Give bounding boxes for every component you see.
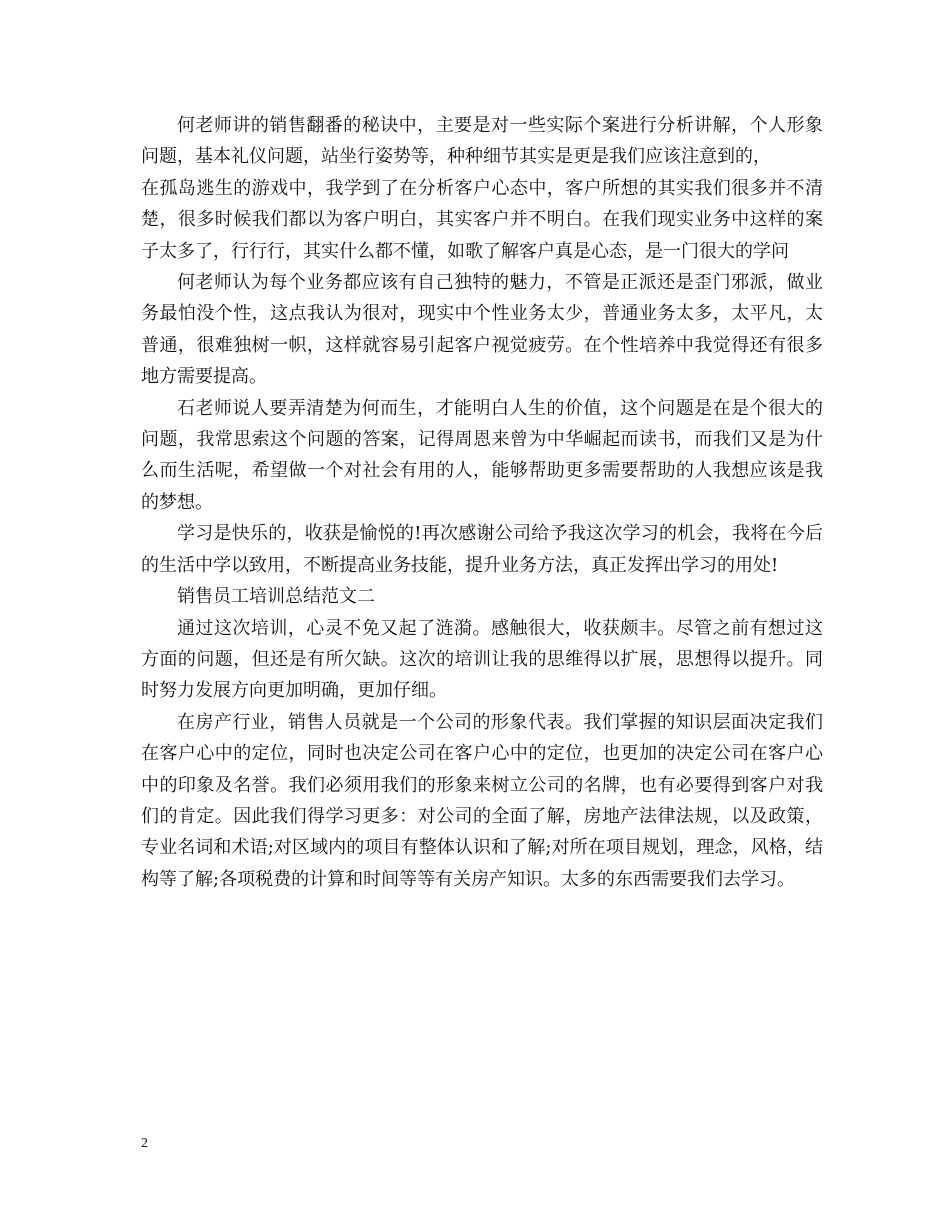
document-body [141, 110, 823, 895]
paragraph-real-estate: 在房产行业，销售人员就是一个公司的形象代表。我们掌握的知识层面决定我们在客户心中的定位，同时也决定公司在客户心中的定位，也更加的决定公司在客户心中的印象及名誉。我们必须用我们的形象来树立公司的名牌，也有必要得到客户对我们的肯定。因此我们得学习更多：对公司的全面了解，房地产法律法规，以及政策，专业名词和术语;对区域内的项目有整体认识和了解;对所在项目规划，理念，风格，结构等了解;各项税费的计算和时间等等有关房产知识。太多的东西需要我们去学习。 [141, 711, 823, 890]
paragraph-personality: 何老师认为每个业务都应该有自己独特的魅力，不管是正派还是歪门邪派，做业务最怕没个性，这点我认为很对，现实中个性业务太少，普通业务太多，太平凡，太普通，很难独树一帜，这样就容易引起客户视觉疲劳。在个性培养中我觉得还有很多地方需要提高。 [141, 272, 823, 388]
paragraph-island-game: 在孤岛逃生的游戏中，我学到了在分析客户心态中，客户所想的其实我们很多并不清楚，很多时候我们都以为客户明白，其实客户并不明白。在我们现实业务中这样的案子太多了，行行行，其实什么都不懂，如歌了解客户真是心态，是一门很大的学问 [141, 177, 823, 262]
page-number: 2 [141, 1136, 148, 1151]
paragraph-gratitude: 学习是快乐的，收获是愉悦的!再次感谢公司给予我这次学习的机会，我将在今后的生活中学以致用，不断提高业务技能，提升业务方法，真正发挥出学习的用处! [141, 523, 823, 576]
paragraph-training-impression: 通过这次培训，心灵不免又起了涟漪。感触很大，收获颇丰。尽管之前有想过这方面的问题，但还是有所欠缺。这次的培训让我的思维得以扩展，思想得以提升。同时努力发展方向更加明确，更加仔细。 [141, 617, 823, 702]
paragraph-sales-secrets: 何老师讲的销售翻番的秘诀中，主要是对一些实际个案进行分析讲解，个人形象问题，基本礼仪问题，站坐行姿势等，种种细节其实是更是我们应该注意到的， [141, 115, 823, 168]
paragraph-life-value: 石老师说人要弄清楚为何而生，才能明白人生的价值，这个问题是在是个很大的问题，我常思索这个问题的答案，记得周恩来曾为中华崛起而读书，而我们又是为什么而生活呢，希望做一个对社会有用的人，能够帮助更多需要帮助的人我想应该是我的梦想。 [141, 397, 823, 513]
section-heading: 销售员工培训总结范文二 [177, 586, 375, 608]
